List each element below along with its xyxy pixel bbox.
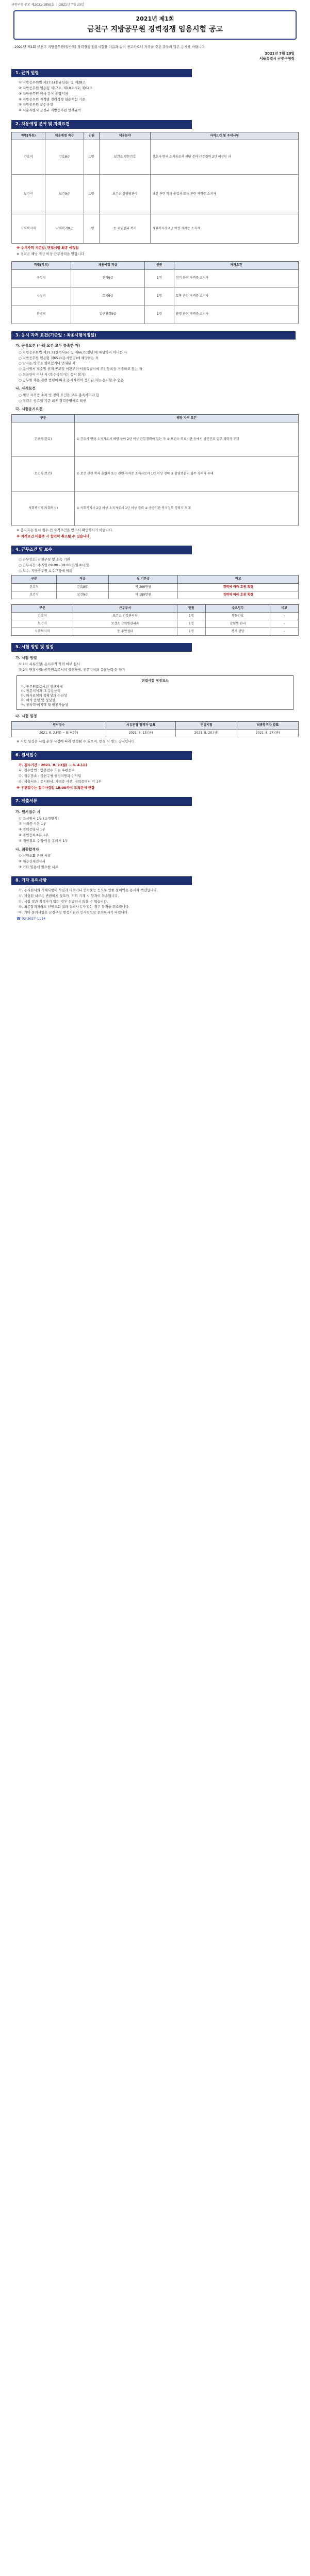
salary-table (11, 575, 299, 599)
table-cell: 1명 (144, 287, 174, 306)
section-1-list (19, 80, 299, 113)
table-header: 근무부서 (73, 604, 177, 612)
table-cell: 1명 (144, 269, 174, 287)
sub-heading: 가. 원서접수 시 (15, 810, 41, 815)
section-7-list-2 (19, 854, 299, 869)
table-cell: 사회복지직(사회복지) (12, 491, 75, 526)
table-cell: 보건소 방문간호 (99, 140, 150, 174)
note: ※ 응시자는 원서 접수 전 자격요건을 반드시 확인하시기 바랍니다. (17, 528, 113, 532)
interview-criteria-box (17, 675, 293, 710)
list-item: 나. 제출된 서류는 반환하지 않으며, 허위 기재 시 합격이 취소됩니다. (19, 893, 119, 898)
table-header: 면접시험 (176, 721, 237, 729)
list-item: ① 지방공무원법 제27조(신규임용) 및 제28조 (19, 80, 86, 85)
table-header: 주요업무 (205, 604, 270, 612)
section-8-list (19, 888, 299, 915)
table-header: 월 기본급 (108, 575, 178, 583)
section-3-list-2 (19, 393, 299, 403)
section-6-list (19, 763, 299, 784)
list-item: 가. 공무원으로서의 정신자세 (21, 684, 63, 689)
table-cell: 경력에 따라 호봉 획정 (178, 591, 299, 599)
sub-heading: 가. 시험 방법 (15, 655, 37, 660)
list-item: ○ 남자는 병역을 필하였거나 면제된 자 (19, 361, 76, 366)
list-item: 마. 기타 문의사항은 금천구청 행정지원과 인사팀으로 문의하시기 바랍니다. (19, 910, 129, 915)
announcement-org: 서울특별시 금천구청장 (259, 57, 295, 61)
section-5-list (19, 662, 299, 672)
table-header: 직렬(직류) (12, 262, 71, 269)
recruit-table-2 (11, 261, 299, 324)
table-cell: 1명 (144, 306, 174, 324)
table-cell: 사회복지직 (12, 214, 45, 243)
section-5-title: 5. 시험 방법 및 일정 (11, 643, 192, 652)
sub-heading: 나. 시험 일정 (15, 714, 37, 719)
table-cell: - (270, 620, 299, 628)
box-title: 면접시험 평정요소 (141, 678, 169, 683)
list-item: ② 자격증 사본 1부 (19, 822, 46, 826)
section-2-title: 2. 채용예정 분야 및 자격요건 (11, 120, 192, 129)
department-table (11, 604, 299, 636)
table-header: 채용분야 (99, 132, 150, 140)
note: ※ 자격요건 미충족 시 합격이 취소될 수 있습니다. (17, 534, 91, 538)
table-cell: 2021. 8. 20.(금) (176, 730, 237, 737)
table-cell: 간호사 면허 소지자로서 해당 분야 근무경력 2년 이상인 자 (151, 140, 299, 174)
table-cell: 간호직 (12, 612, 73, 620)
table-row (12, 269, 299, 287)
section-4-title: 4. 근무조건 및 보수 (11, 546, 192, 554)
note: ※ 경력은 해당 직급 이상 근무경력을 말합니다 (17, 251, 84, 256)
list-item: 라. 최종합격자라도 신원조회 결과 결격사유가 있는 경우 합격을 취소합니다. (19, 905, 130, 909)
table-cell: 약 180만원 (108, 591, 178, 599)
table-header: 자격요건 및 우대사항 (151, 132, 299, 140)
list-item: 나. 접수방법 : 방문접수 또는 우편접수 (19, 768, 75, 773)
table-cell: 토목9급 (71, 287, 144, 306)
title-line-2: 금천구 지방공무원 경력경쟁 임용시험 공고 (87, 25, 223, 33)
list-item: ① 신원조회 관련 서류 (19, 853, 51, 858)
table-cell: 1명 (177, 620, 205, 628)
list-item: ③ 지방공무원 인사 분야 통합지침 (19, 91, 68, 96)
section-1-title: 1. 근거 법령 (11, 69, 192, 78)
list-item: ③ 기타 임용에 필요한 서류 (19, 865, 58, 869)
list-item: ⑤ 개인정보 수집·이용 동의서 1부 (19, 838, 68, 843)
table-header: 구분 (12, 604, 73, 612)
sub-heading: 다. 시험응시요건 (15, 407, 43, 412)
table-cell: 간호직 (12, 140, 45, 174)
table-row (12, 422, 299, 456)
table-cell: 토목 관련 자격증 소지자 (174, 287, 298, 306)
sub-heading: 가. 공통요건 (아래 요건 모두 충족한 자) (15, 344, 80, 348)
table-header: 비고 (270, 604, 299, 612)
list-item: ⑤ 지방공무원 보수규정 (19, 103, 53, 107)
table-row (12, 140, 299, 174)
list-item: ⑥ 서울특별시 금천구 지방공무원 인사규칙 (19, 108, 81, 113)
qualification-table (11, 414, 299, 526)
table-cell: 경력에 따라 호봉 획정 (178, 583, 299, 591)
contact-phone: ☎ 02-2627-1114 (17, 916, 46, 921)
table-cell: 사회복지사 2급 이상 자격증 소지자 (151, 214, 299, 243)
list-item: ○ 공무원 채용 관련 법령에 따라 응시자격이 정지된 자는 응시할 수 없음 (19, 378, 124, 382)
list-item: 가. 응시원서의 기재사항이 사실과 다르거나 연락불능 등으로 인한 불이익은 응시자 책임입니다. (19, 888, 158, 893)
table-cell: 보건소 감염병관리과 (73, 620, 177, 628)
table-cell: 1명 (84, 174, 100, 214)
table-header: 인원 (177, 604, 205, 612)
table-cell: 2021. 8. 13.(금) (106, 730, 176, 737)
list-item: ④ 지방공무원 자격별 경력경쟁 임용시험 기준 (19, 97, 86, 101)
table-cell: ① 사회복지사 2급 이상 소지자로서 1년 이상 경력 ② 공공기관 복지업무 경력자 우대 (75, 491, 299, 526)
table-cell: 보건직 (12, 591, 57, 599)
table-row (12, 612, 299, 620)
list-item: ① 응시원서 1부 (소정양식) (19, 816, 59, 821)
list-item: ○ 응시원서 접수일 현재 공고일 이전부터 서울특별시에 주민등록상 거주하고 있는 자 (19, 367, 142, 371)
table-cell: 간호8급 (57, 583, 109, 591)
note: ※ 우편접수는 접수마감일 18:00까지 도착분에 한함 (17, 785, 95, 790)
table-cell: 1명 (177, 612, 205, 620)
table-cell: 전기 관련 자격증 소지자 (174, 269, 298, 287)
table-row (12, 456, 299, 491)
list-item: ③ 경력증명서 1부 (19, 827, 45, 832)
table-header: 서류전형 합격자 발표 (106, 721, 176, 729)
list-item: ○ 지방공무원법 제31조(결격사유) 및 제66조(정년)에 해당하지 아니한 자 (19, 350, 127, 354)
table-cell: 전기9급 (71, 269, 144, 287)
table-cell: 간호8급 (45, 140, 84, 174)
section-4-list (19, 557, 299, 573)
table-cell: 환경직 (12, 306, 71, 324)
section-3-list (19, 350, 299, 383)
list-item: 가. 접수기간 : 2021. 8. 2.(월) ~ 8. 4.(수) (19, 762, 87, 767)
section-7-list (19, 817, 299, 843)
section-6-title: 6. 원서접수 (11, 751, 192, 760)
table-cell: 보건직(보건) (12, 456, 75, 491)
list-item: ○ 근무장소: 금천구청 및 소속 기관 (19, 557, 70, 562)
table-cell: ① 간호사 면허 소지자로서 해당 분야 2년 이상 근무경력이 있는 자 ② 보건소·의료기관 등에서 방문간호 업무 경력자 우대 (75, 422, 299, 456)
table-header: 인원 (84, 132, 100, 140)
table-header: 구분 (12, 414, 75, 422)
table-cell: 보건9급 (45, 174, 84, 214)
table-cell: 동 주민센터 복지 (99, 214, 150, 243)
table-cell: 동 주민센터 (73, 628, 177, 636)
table-header: 직급 (57, 575, 109, 583)
table-cell: 복지 상담 (205, 628, 270, 636)
table-header: 직렬(직류) (12, 132, 45, 140)
note: ※ 시험 일정은 시험 운영 사정에 따라 변경될 수 있으며, 변경 시 별도 공지합니다. (17, 739, 136, 744)
table-row (12, 591, 299, 599)
note: ※ 응시자격 기준일: 면접시험 최종 예정일 (17, 245, 79, 250)
table-row (12, 620, 299, 628)
table-cell: - (270, 628, 299, 636)
list-item: ② 채용신체검사서 (19, 859, 45, 863)
table-row (12, 491, 299, 526)
table-cell: - (270, 612, 299, 620)
table-row (12, 306, 299, 324)
section-7-title: 7. 제출서류 (11, 797, 192, 806)
title-line-1: 2021년 제1회 (136, 15, 174, 23)
sub-heading: 나. 자격요건 (15, 386, 36, 391)
table-cell: 1명 (177, 628, 205, 636)
list-item: ② 지방공무원 임용령 제17조, 제19조의2, 제62조 (19, 86, 93, 91)
table-header: 최종합격자 발표 (237, 721, 299, 729)
table-cell: 시설직 (12, 287, 71, 306)
recruit-table (11, 132, 299, 244)
list-item: ○ 보수: 지방공무원 보수규정에 따름 (19, 568, 73, 573)
table-cell: 사회복지9급 (45, 214, 84, 243)
table-row (12, 287, 299, 306)
list-item: ○ 경력은 공고일 기준 최종 경력증명서로 확인 (19, 398, 87, 403)
table-header: 비고 (178, 575, 299, 583)
table-cell: 보건 관련 학과 졸업자 또는 관련 자격증 소지자 (151, 174, 299, 214)
table-header: 인원 (144, 262, 174, 269)
table-header: 해당 자격 요건 (75, 414, 299, 422)
list-item: 다. 시험 결과 적격자가 없는 경우 선발하지 않을 수 있습니다. (19, 899, 108, 904)
table-cell: 간호직(간호) (12, 422, 75, 456)
table-cell: 1명 (84, 140, 100, 174)
table-row (12, 730, 299, 737)
table-cell: 방문간호 (205, 612, 270, 620)
table-cell: 일반환경9급 (71, 306, 144, 324)
table-header: 자격요건 (174, 262, 298, 269)
table-header: 구분 (12, 575, 57, 583)
table-cell: ① 보건 관련 학과 졸업자 또는 관련 자격증 소지자로서 1년 이상 경력 ② 감염병관리 업무 경력자 우대 (75, 456, 299, 491)
table-cell: 보건소 건강관리과 (73, 612, 177, 620)
table-cell: 2021. 8. 27.(금) (237, 730, 299, 737)
page-label: 금천구청 공고 제2021-1050호 ｜ 2021년 7월 20일 (11, 3, 84, 7)
table-cell: 보건소 감염병관리 (99, 174, 150, 214)
section-3-title: 3. 응시 자격 요건(기준일 : 최종시험예정일) (11, 331, 296, 340)
table-cell: 1명 (84, 214, 100, 243)
list-item: ④ 주민등록초본 1부 (19, 833, 49, 838)
table-header: 원서접수 (12, 721, 106, 729)
table-row (12, 583, 299, 591)
table-cell: 약 200만원 (108, 583, 178, 591)
list-item: 라. 제출서류 : 응시원서, 자격증 사본, 경력증명서 각 1부 (19, 779, 102, 784)
sub-heading: 나. 최종합격자 (15, 847, 39, 852)
list-item: 나. 전문지식과 그 응용능력 (21, 689, 61, 693)
announcement-date: 2021년 7월 20일 (265, 52, 295, 56)
schedule-table (11, 721, 299, 737)
table-cell: 보건9급 (57, 591, 109, 599)
table-cell: 감염병 관리 (205, 620, 270, 628)
intro-text: 2021년 제1회 금천구 지방공무원(일반직) 경력경쟁 임용시험을 다음과 같이 공고하오니 자격을 갖춘 분들의 많은 응시를 바랍니다. (14, 44, 206, 49)
table-row (12, 214, 299, 243)
list-item: ○ 지방공무원 임용령 제65조(응시연령)에 해당하는 자 (19, 355, 99, 360)
table-header: 채용예정 직급 (45, 132, 84, 140)
list-item: ② 2차 면접시험: 공무원으로서의 정신자세, 전문지식과 응용능력 등 평가 (19, 668, 125, 672)
table-cell: 2021. 8. 2.(월) ~ 8. 4.(수) (12, 730, 106, 737)
table-row (12, 174, 299, 214)
table-cell: 사회복지직 (12, 628, 73, 636)
table-cell: 보건직 (12, 174, 45, 214)
table-cell: 공업직 (12, 269, 71, 287)
table-cell: 간호직 (12, 583, 57, 591)
list-item: ○ 해당 자격증 소지 및 경력 요건을 모두 충족하여야 함 (19, 393, 100, 397)
list-item: ① 1차 서류전형: 응시자격 적격 여부 심사 (19, 662, 80, 667)
list-item: ○ 근무시간: 주 5일 09:00~18:00 (1일 8시간) (19, 563, 90, 567)
table-cell: 보건직 (12, 620, 73, 628)
table-row (12, 628, 299, 636)
list-item: 마. 창의력·의지력 및 발전가능성 (21, 702, 68, 707)
list-item: 다. 접수장소 : 금천구청 행정지원과 인사팀 (19, 774, 81, 778)
list-item: 라. 예의·품행 및 성실성 (21, 698, 55, 702)
list-item: 다. 의사표현의 정확성과 논리성 (21, 693, 67, 698)
section-8-title: 8. 기타 유의사항 (11, 876, 192, 885)
table-cell: 환경 관련 자격증 소지자 (174, 306, 298, 324)
list-item: ○ 외국인이 아닌 자 (복수국적자는 응시 불가) (19, 372, 86, 377)
table-header: 채용예정 직급 (71, 262, 144, 269)
title-box (13, 10, 297, 40)
